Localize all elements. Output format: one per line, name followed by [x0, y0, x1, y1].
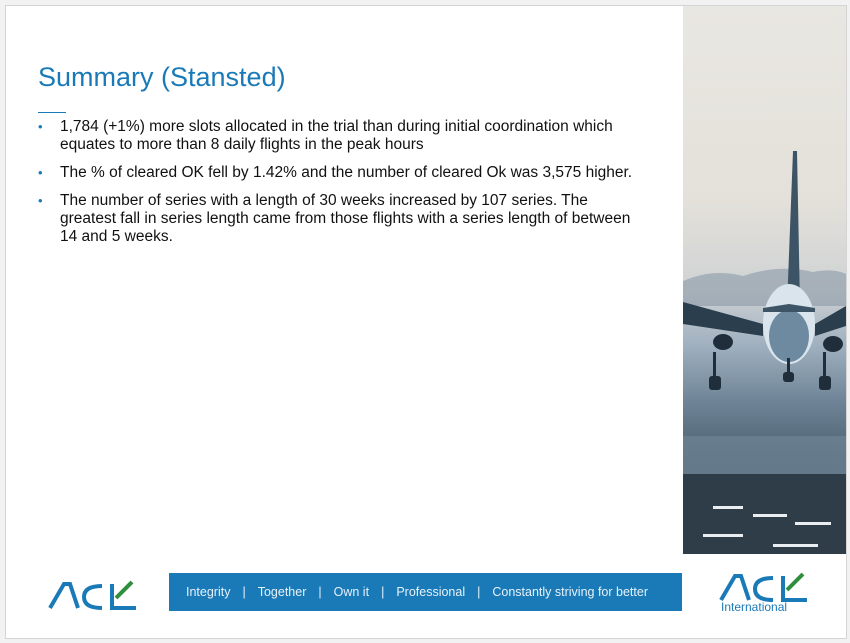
bullet-item [36, 118, 648, 154]
value-separator: | [477, 585, 481, 599]
value-integrity: Integrity [186, 585, 231, 599]
slide-title: Summary (Stansted) [38, 62, 286, 92]
acl-international-logo [719, 572, 811, 614]
bullet-icon: • [38, 193, 43, 208]
slide [5, 5, 847, 639]
airplane-landing-icon [683, 6, 846, 554]
acl-logo [48, 578, 140, 617]
bullet-item [36, 164, 648, 182]
value-professional: Professional [396, 585, 466, 599]
values-bar [169, 573, 682, 611]
value-separator: | [381, 585, 385, 599]
bullet-icon: • [38, 119, 43, 134]
acl-international-logo-icon [719, 572, 811, 602]
bullet-text: The % of cleared OK fell by 1.42% and the number of cleared Ok was 3,575 higher. [60, 164, 633, 181]
value-separator: | [242, 585, 246, 599]
value-constantly-striving: Constantly striving for better [492, 585, 648, 599]
bullet-list [36, 118, 648, 256]
bullet-icon: • [38, 165, 43, 180]
bullet-text: 1,784 (+1%) more slots allocated in the trial than during initial coordination which equates to more than 8 daily flights in the peak hours [60, 118, 613, 153]
logo-subtitle: International [721, 600, 788, 614]
title-underline [38, 112, 66, 113]
bullet-text: The number of series with a length of 30 weeks increased by 107 series. The greatest fall in series length came from those flights with a series length of between 14 and 5 weeks. [60, 192, 631, 245]
value-own-it: Own it [333, 585, 370, 599]
bullet-item [36, 192, 648, 246]
value-separator: | [318, 585, 322, 599]
acl-logo-icon [48, 578, 140, 612]
value-together: Together [257, 585, 307, 599]
airplane-photo [683, 6, 846, 554]
